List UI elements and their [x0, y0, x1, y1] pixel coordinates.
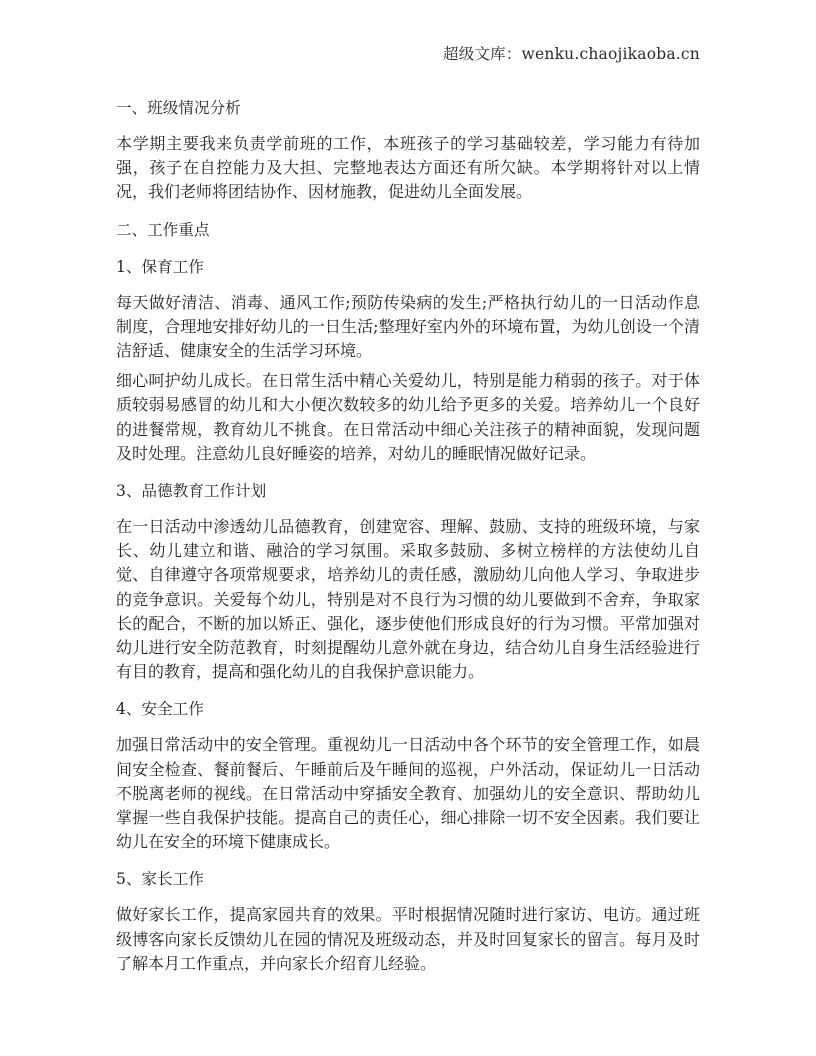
document-section [116, 255, 700, 466]
section-paragraph: 本学期主要我来负责学前班的工作，本班孩子的学习基础较差，学习能力有待加强，孩子在自控能力及大担、完整地表达方面还有所欠缺。本学期将针对以上情况，我们老师将团结协作、因材施教，促进幼儿全面发展。 [116, 134, 700, 202]
section-paragraph: 加强日常活动中的安全管理。重视幼儿一日活动中各个环节的安全管理工作，如晨间安全检查、餐前餐后、午睡前后及午睡间的巡视，户外活动，保证幼儿一日活动不脱离老师的视线。在日常活动中穿插安全教育、加强幼儿的安全意识、帮助幼儿掌握一些自我保护技能。提高自己的责任心，细心排除一切不安全因素。我们要让幼儿在安全的环境下健康成长。 [116, 735, 700, 852]
section-heading: 4、安全工作 [116, 700, 204, 719]
document-section [116, 867, 700, 976]
document-section [116, 96, 700, 205]
site-watermark-header [116, 44, 700, 64]
section-heading: 1、保育工作 [116, 257, 204, 276]
section-paragraph: 每天做好清洁、消毒、通风工作;预防传染病的发生;严格执行幼儿的一日活动作息制度，合理地安排好幼儿的一日生活;整理好室内外的环境布置，为幼儿创设一个清洁舒适、健康安全的生活学习环境。 [116, 292, 700, 361]
section-paragraph: 做好家长工作，提高家园共育的效果。平时根据情况随时进行家访、电访。通过班级博客向家长反馈幼儿在园的情况及班级动态，并及时回复家长的留言。每月及时了解本月工作重点，并向家长介绍育儿经验。 [116, 905, 700, 973]
section-heading: 二、工作重点 [116, 220, 210, 239]
document-section [116, 479, 700, 684]
document-section [116, 218, 700, 242]
section-paragraph: 细心呵护幼儿成长。在日常生活中精心关爱幼儿，特别是能力稍弱的孩子。对于体质较弱易感冒的幼儿和大小便次数较多的幼儿给予更多的关爱。培养幼儿一个良好的进餐常规，教育幼儿不挑食。在日常活动中细心关注孩子的精神面貌，发现问题及时处理。注意幼儿良好睡姿的培养，对幼儿的睡眠情况做好记录。 [116, 371, 700, 463]
section-heading: 5、家长工作 [116, 870, 204, 889]
section-heading: 3、品德教育工作计划 [116, 482, 267, 501]
document-content [116, 96, 700, 982]
site-watermark-text: 超级文库：wenku.chaojikaoba.cn [443, 45, 700, 63]
document-section [116, 697, 700, 854]
section-heading: 一、班级情况分析 [116, 99, 241, 117]
section-paragraph: 在一日活动中渗透幼儿品德教育，创建宽容、理解、鼓励、支持的班级环境，与家长、幼儿建立和谐、融洽的学习氛围。采取多鼓励、多树立榜样的方法使幼儿自觉、自律遵守各项常规要求，培养幼儿的责任感，激励幼儿向他人学习、争取进步的竞争意识。关爱每个幼儿，特别是对不良行为习惯的幼儿要做到不舍弃，争取家长的配合，不断的加以矫正、强化，逐步使他们形成良好的行为习惯。平常加强对幼儿进行安全防范教育，时刻提醒幼儿意外就在身边，结合幼儿自身生活经验进行有目的教育，提高和强化幼儿的自我保护意识能力。 [116, 517, 700, 682]
